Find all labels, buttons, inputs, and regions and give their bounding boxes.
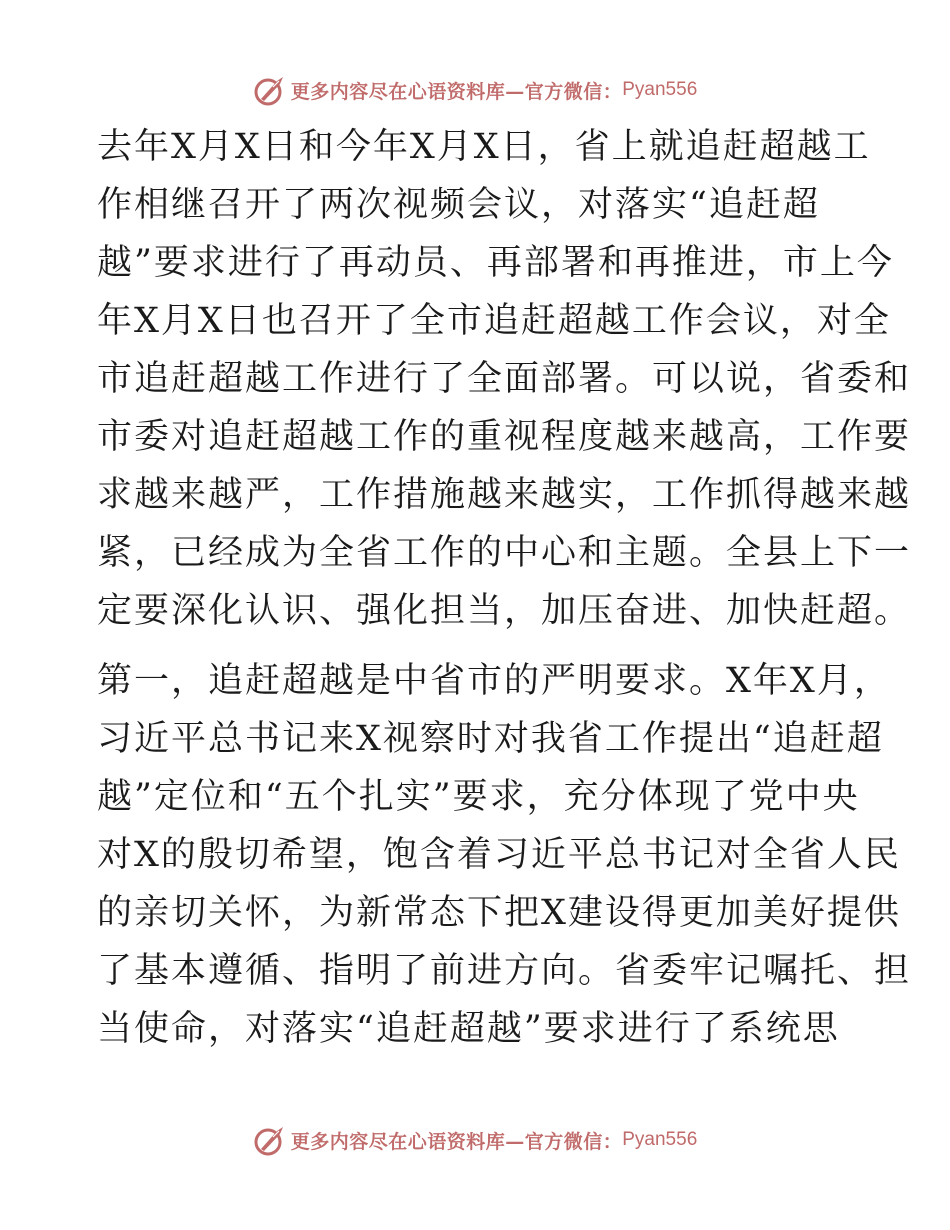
paragraph-1 <box>97 118 912 640</box>
footer-watermark-banner <box>0 1120 950 1160</box>
text-line: 市追赶超越工作进行了全面部署。可以说，省委和 <box>97 359 912 399</box>
text-line: 去年X月X日和今年X月X日，省上就追赶超越工 <box>97 127 871 167</box>
quill-logo-icon <box>253 1123 287 1157</box>
document-body <box>97 118 912 1058</box>
footer-wechat-id: Pyan556 <box>622 1129 698 1150</box>
header-banner-text: 更多内容尽在心语资料库—官方微信： <box>290 80 623 103</box>
text-line: 求越来越严，工作措施越来越实，工作抓得越来越 <box>97 475 912 515</box>
header-watermark-banner <box>0 70 950 110</box>
text-line: 越”定位和“五个扎实”要求，充分体现了党中央 <box>97 777 860 817</box>
header-wechat-id: Pyan556 <box>622 79 698 100</box>
text-line: 市委对追赶超越工作的重视程度越来越高，工作要 <box>97 417 912 457</box>
text-line: 了基本遵循、指明了前进方向。省委牢记嘱托、担 <box>97 951 912 991</box>
paragraph-gap <box>97 640 857 652</box>
text-line: 作相继召开了两次视频会议，对落实“追赶超 <box>97 185 820 225</box>
text-line: 紧，已经成为全省工作的中心和主题。全县上下一 <box>97 533 912 573</box>
text-line: 的亲切关怀，为新常态下把X建设得更加美好提供 <box>97 893 901 933</box>
text-line: 当使命，对落实“追赶超越”要求进行了系统思 <box>97 1009 840 1049</box>
text-line: 定要深化认识、强化担当，加压奋进、加快赶超。 <box>97 591 912 631</box>
footer-banner-text: 更多内容尽在心语资料库—官方微信： <box>290 1130 623 1153</box>
text-line: 年X月X日也召开了全市追赶超越工作会议，对全 <box>97 301 891 341</box>
text-line: 第一，追赶超越是中省市的严明要求。X年X月， <box>97 661 891 701</box>
text-line: 习近平总书记来X视察时对我省工作提出“追赶超 <box>97 719 884 759</box>
text-line: 对X的殷切希望，饱含着习近平总书记对全省人民 <box>97 835 901 875</box>
text-line: 越”要求进行了再动员、再部署和再推进，市上今 <box>97 243 894 283</box>
paragraph-2 <box>97 652 912 1058</box>
quill-logo-icon <box>253 73 287 107</box>
